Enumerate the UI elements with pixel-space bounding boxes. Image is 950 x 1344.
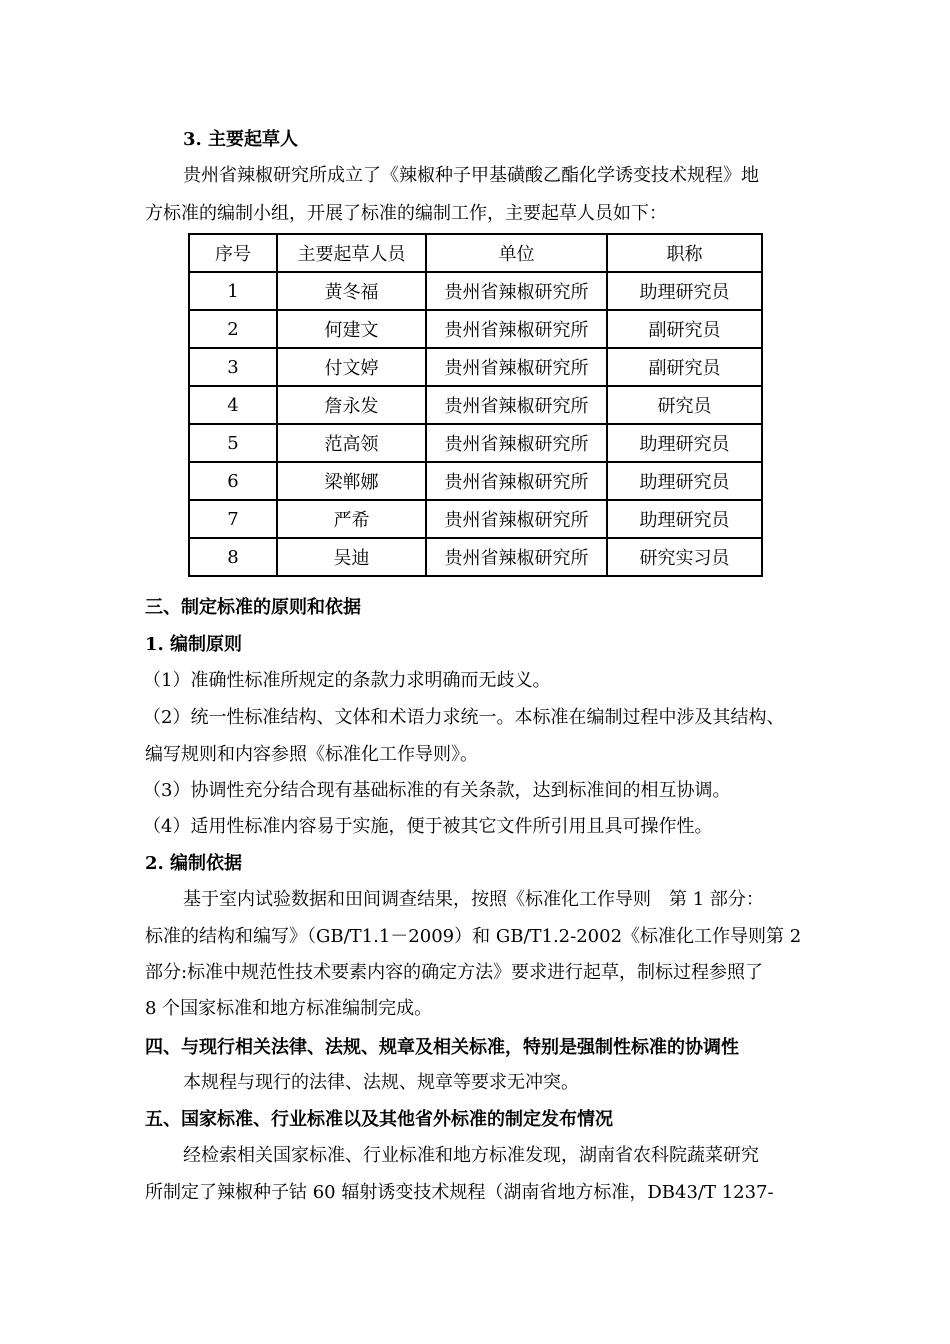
table-cell: 詹永发: [277, 386, 426, 424]
table-cell: 贵州省辣椒研究所: [426, 462, 607, 500]
table-cell: 助理研究员: [607, 272, 762, 310]
table-header-cell: 单位: [426, 234, 607, 272]
section-heading-drafters: 3. 主要起草人: [183, 129, 299, 150]
table-header-cell: 序号: [189, 234, 277, 272]
paragraph-line: （3）协调性充分结合现有基础标准的有关条款，达到标准间的相互协调。: [143, 780, 731, 801]
paragraph-line: 标准的结构和编写》（GB/T1.1－2009）和 GB/T1.2-2002《标准化工作导则第 2: [145, 926, 802, 947]
table-cell: 8: [189, 538, 277, 576]
table-cell: 贵州省辣椒研究所: [426, 272, 607, 310]
table-cell: 4: [189, 386, 277, 424]
paragraph-line: （4）适用性标准内容易于实施，便于被其它文件所引用且具可操作性。: [143, 816, 713, 837]
drafters-table: [188, 233, 763, 577]
table-header-cell: 职称: [607, 234, 762, 272]
table-row: [189, 462, 762, 500]
table-cell: 贵州省辣椒研究所: [426, 386, 607, 424]
table-row: [189, 500, 762, 538]
table-row: [189, 424, 762, 462]
table-row: [189, 310, 762, 348]
subheading-basis: 2. 编制依据: [145, 853, 243, 874]
paragraph-line: （1）准确性标准所规定的条款力求明确而无歧义。: [143, 670, 551, 691]
paragraph-line: 本规程与现行的法律、法规、规章等要求无冲突。: [183, 1072, 579, 1093]
table-cell: 2: [189, 310, 277, 348]
table-header-cell: 主要起草人员: [277, 234, 426, 272]
paragraph-line: 部分:标准中规范性技术要素内容的确定方法》要求进行起草，制标过程参照了: [145, 962, 764, 983]
paragraph-line: 8 个国家标准和地方标准编制完成。: [145, 998, 433, 1019]
table-cell: 6: [189, 462, 277, 500]
table-cell: 何建文: [277, 310, 426, 348]
table-cell: 吴迪: [277, 538, 426, 576]
paragraph-line: （2）统一性标准结构、文体和术语力求统一。本标准在编制过程中涉及其结构、: [143, 707, 785, 728]
table-row: [189, 272, 762, 310]
chapter-heading-coordination: 四、与现行相关法律、法规、规章及相关标准，特别是强制性标准的协调性: [145, 1037, 739, 1058]
table-cell: 黄冬福: [277, 272, 426, 310]
table-cell: 5: [189, 424, 277, 462]
table-row: [189, 538, 762, 576]
table-cell: 严希: [277, 500, 426, 538]
table-cell: 助理研究员: [607, 424, 762, 462]
table-cell: 研究员: [607, 386, 762, 424]
table-cell: 1: [189, 272, 277, 310]
chapter-heading-principles: 三、制定标准的原则和依据: [145, 597, 361, 618]
table-cell: 梁郸娜: [277, 462, 426, 500]
paragraph-line: 经检索相关国家标准、行业标准和地方标准发现，湖南省农科院蔬菜研究: [183, 1145, 759, 1166]
table-cell: 贵州省辣椒研究所: [426, 310, 607, 348]
paragraph-line: 编写规则和内容参照《标准化工作导则》。: [145, 744, 478, 765]
table-cell: 副研究员: [607, 310, 762, 348]
paragraph-line: 贵州省辣椒研究所成立了《辣椒种子甲基磺酸乙酯化学诱变技术规程》地: [183, 165, 759, 186]
table-cell: 7: [189, 500, 277, 538]
table-cell: 副研究员: [607, 348, 762, 386]
table-cell: 贵州省辣椒研究所: [426, 348, 607, 386]
subheading-principles: 1. 编制原则: [145, 634, 243, 655]
table-cell: 研究实习员: [607, 538, 762, 576]
table-row: [189, 348, 762, 386]
paragraph-line: 基于室内试验数据和田间调查结果，按照《标准化工作导则 第 1 部分：: [183, 889, 764, 910]
table-cell: 付文婷: [277, 348, 426, 386]
chapter-heading-other-standards: 五、国家标准、行业标准以及其他省外标准的制定发布情况: [145, 1109, 613, 1130]
table-cell: 贵州省辣椒研究所: [426, 538, 607, 576]
table-header-row: [189, 234, 762, 272]
table-cell: 助理研究员: [607, 462, 762, 500]
table-cell: 范高领: [277, 424, 426, 462]
table-cell: 3: [189, 348, 277, 386]
paragraph-line: 所制定了辣椒种子钴 60 辐射诱变技术规程（湖南省地方标准，DB43/T 1237-: [145, 1182, 774, 1203]
table-cell: 贵州省辣椒研究所: [426, 424, 607, 462]
table-cell: 贵州省辣椒研究所: [426, 500, 607, 538]
table-cell: 助理研究员: [607, 500, 762, 538]
table-row: [189, 386, 762, 424]
paragraph-line: 方标准的编制小组，开展了标准的编制工作，主要起草人员如下：: [145, 203, 667, 224]
